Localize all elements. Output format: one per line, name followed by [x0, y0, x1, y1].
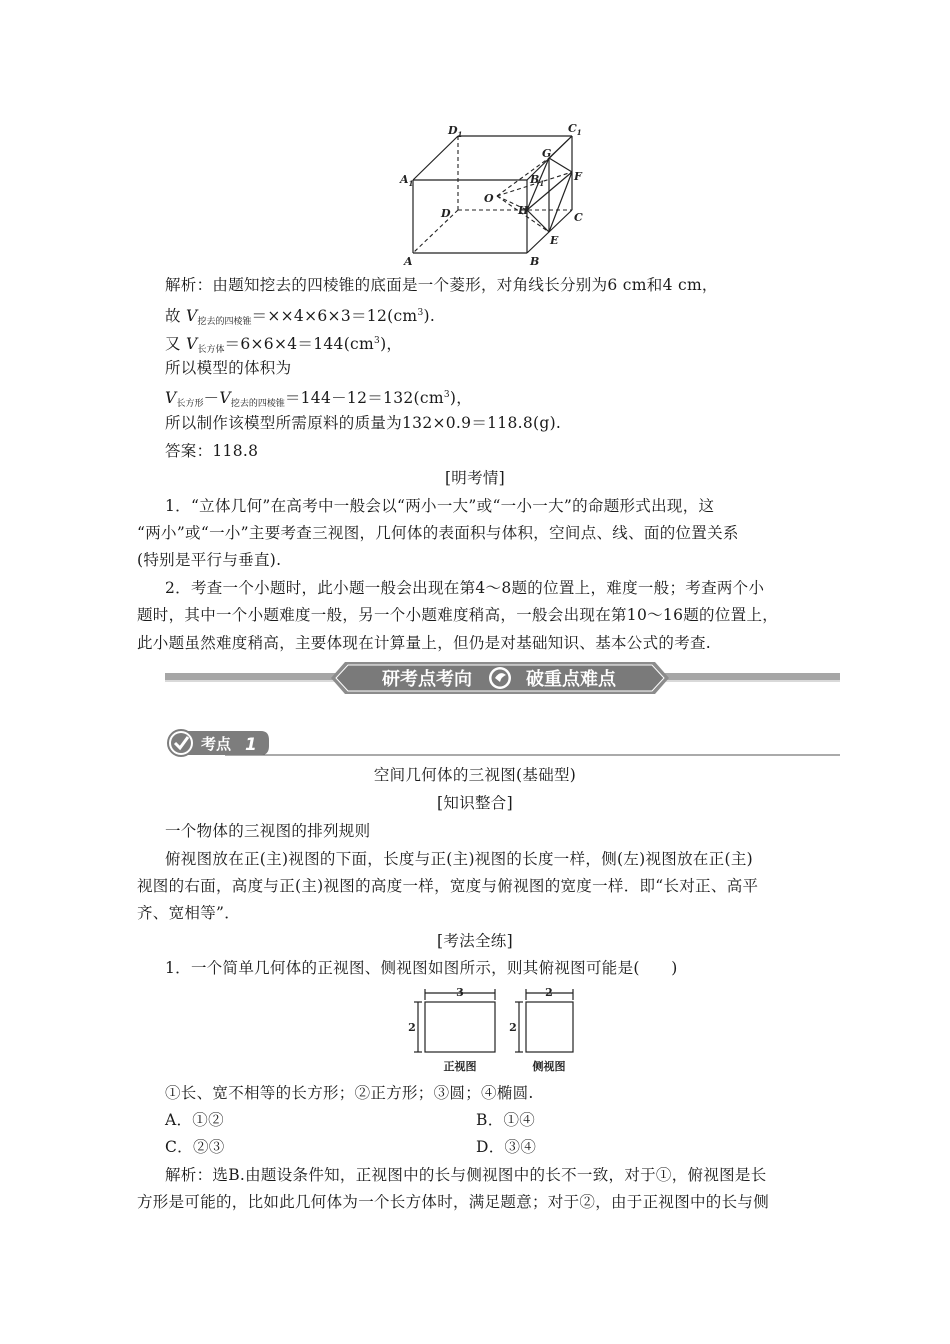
section-banner [165, 660, 840, 696]
rule-line-2: 视图的右面，高度与正(主)视图的高度一样，宽度与俯视图的宽度一样．即“长对正、高平 [137, 877, 759, 895]
mingkaoqing-heading: [明考情] [444, 469, 506, 487]
label-C: C [574, 211, 583, 224]
rule-line-3: 齐、宽相等”． [137, 904, 241, 922]
solution-line-4: 所以模型的体积为 [165, 359, 292, 377]
label-G: G [542, 147, 552, 160]
option-b: B．①④ [476, 1111, 536, 1129]
front-width-label: 3 [456, 986, 464, 999]
option-a: A．①② [165, 1111, 224, 1129]
side-view-caption: 侧视图 [532, 1060, 566, 1073]
cuboid-figure [395, 120, 595, 270]
question-items: ①长、宽不相等的长方形；②正方形；③圆；④椭圆. [165, 1084, 534, 1102]
answer-line: 答案：118.8 [165, 442, 259, 460]
zhishi-heading: [知识整合] [437, 794, 513, 812]
solution-line-2: 故 $V_{挖去的四棱锥}=\times\times 4\times 6\times 3=12(cm^3)$. [165, 307, 436, 327]
kaodian-title: 空间几何体的三视图(基础型) [373, 766, 577, 784]
kaodian-badge [165, 728, 840, 758]
question-1: 1．一个简单几何体的正视图、侧视图如图所示，则其俯视图可能是( ) [165, 959, 678, 977]
side-height-label: 2 [509, 1021, 517, 1034]
kaofa-heading: [考法全练] [437, 932, 513, 950]
question-solution-line-2: 方形是可能的，比如此几何体为一个长方体时，满足题意；对于②，由于正视图中的长与侧 [137, 1193, 770, 1211]
kaodian-number: 1 [245, 735, 257, 755]
paragraph-2-line-1: 2．考查一个小题时，此小题一般会出现在第4～8题的位置上，难度一般；考查两个小 [165, 579, 765, 597]
label-F: F [574, 170, 582, 183]
front-height-label: 2 [408, 1021, 416, 1034]
solution-line-3: 又 $V_{长方体}=6\times 6\times 4=144(cm^3)$， [165, 335, 403, 355]
kaodian-label: 考点 [201, 735, 232, 753]
paragraph-1-line-1: 1．“立体几何”在高考中一般会以“两小一大”或“一小一大”的命题形式出现，这 [165, 497, 715, 515]
label-D1: $D_1$ [448, 124, 463, 139]
option-d: D．③④ [476, 1138, 537, 1156]
label-C1: $C_1$ [568, 122, 582, 137]
rule-line-1: 俯视图放在正(主)视图的下面，长度与正(主)视图的长度一样，侧(左)视图放在正(主) [165, 850, 753, 868]
question-solution-line-1: 解析：选B.由题设条件知，正视图中的长与侧视图中的长不一致，对于①，俯视图是长 [165, 1166, 767, 1184]
paragraph-2-line-3: 此小题虽然难度稍高，主要体现在计算量上，但仍是对基础知识、基本公式的考查. [137, 634, 712, 652]
solution-line-6: 所以制作该模型所需原料的质量为132×0.9＝118.8(g). [165, 414, 562, 432]
paragraph-1-line-3: (特别是平行与垂直). [137, 551, 282, 569]
label-O: O [484, 192, 494, 205]
label-B: B [530, 255, 540, 268]
label-E: E [550, 234, 559, 247]
paragraph-1-line-2: “两小”或“一小”主要考查三视图，几何体的表面积与体积，空间点、线、面的位置关系 [137, 524, 739, 542]
label-A1: $A_1$ [400, 173, 414, 188]
label-B1: $B_1$ [530, 173, 545, 188]
solution-line-5: $V_{长方形}-V_{挖去的四棱锥}=144-12=132(cm^3)$， [165, 389, 473, 409]
banner-right-text: 破重点难点 [526, 669, 616, 690]
label-D: D [441, 207, 451, 220]
label-A: A [404, 255, 413, 268]
front-view-caption: 正视图 [443, 1060, 477, 1073]
side-width-label: 2 [545, 986, 553, 999]
label-H: H [518, 204, 529, 217]
rule-title: 一个物体的三视图的排列规则 [165, 822, 371, 840]
paragraph-2-line-2: 题时，其中一个小题难度一般，另一个小题难度稍高，一般会出现在第10～16题的位置上， [137, 606, 779, 624]
option-c: C．②③ [165, 1138, 225, 1156]
banner-left-text: 研考点考向 [382, 669, 472, 690]
three-view-figure [405, 984, 580, 1076]
solution-line-1: 解析：由题知挖去的四棱锥的底面是一个菱形，对角线长分别为6 cm和4 cm， [165, 276, 718, 294]
